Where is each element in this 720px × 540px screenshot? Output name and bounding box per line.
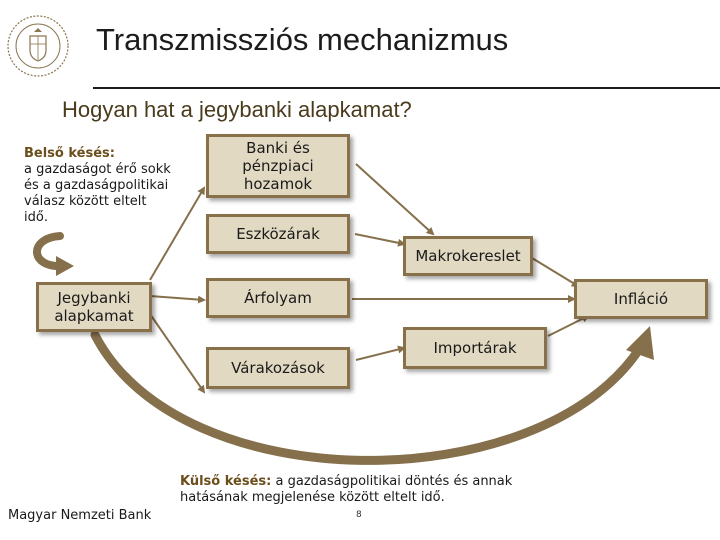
arrow-expectations-to-imports <box>356 348 404 360</box>
external-lag-text: a gazdaságpolitikai döntés és annak hatásának megjelenése között eltelt idő. <box>180 474 513 505</box>
box-expectations <box>206 347 350 389</box>
external-lag-note <box>180 474 580 506</box>
import-prices-label: Importárak <box>433 339 517 357</box>
box-inflation <box>574 279 708 319</box>
box-bank-yields <box>206 134 350 198</box>
arrow-yields-to-demand <box>356 164 433 234</box>
box-aggregate-demand <box>403 236 533 276</box>
bank-yields-label: Banki és pénzpiaci hozamok <box>242 139 314 193</box>
arrow-rate-to-yields <box>150 188 204 280</box>
page-number: 8 <box>356 510 362 520</box>
asset-prices-label: Eszközárak <box>236 225 320 243</box>
box-policy-rate <box>36 282 152 332</box>
page-subtitle: Hogyan hat a jegybanki alapkamat? <box>62 97 412 122</box>
arrow-rate-to-expectations <box>150 314 204 392</box>
box-asset-prices <box>206 214 350 254</box>
aggregate-demand-label: Makrokereslet <box>415 247 521 265</box>
box-exchange-rate <box>206 278 350 318</box>
arrow-assets-to-demand <box>355 234 404 244</box>
footer-org-name: Magyar Nemzeti Bank <box>8 508 152 523</box>
internal-lag-text: a gazdaságot érő sokk és a gazdaságpolitikai válasz között eltelt idő. <box>24 162 171 225</box>
page-title: Transzmissziós mechanizmus <box>96 22 509 57</box>
expectations-label: Várakozások <box>231 359 325 377</box>
arrow-demand-to-inflation <box>532 258 578 286</box>
policy-rate-label: Jegybanki alapkamat <box>54 289 134 325</box>
box-import-prices <box>403 327 547 369</box>
exchange-rate-label: Árfolyam <box>244 289 312 307</box>
external-lag-label: Külső késés: <box>180 474 272 489</box>
arrow-rate-to-exchange <box>150 296 204 300</box>
inflation-label: Infláció <box>613 290 669 308</box>
arrow-imports-to-inflation <box>548 316 588 336</box>
internal-lag-label: Belső késés: <box>24 146 115 161</box>
